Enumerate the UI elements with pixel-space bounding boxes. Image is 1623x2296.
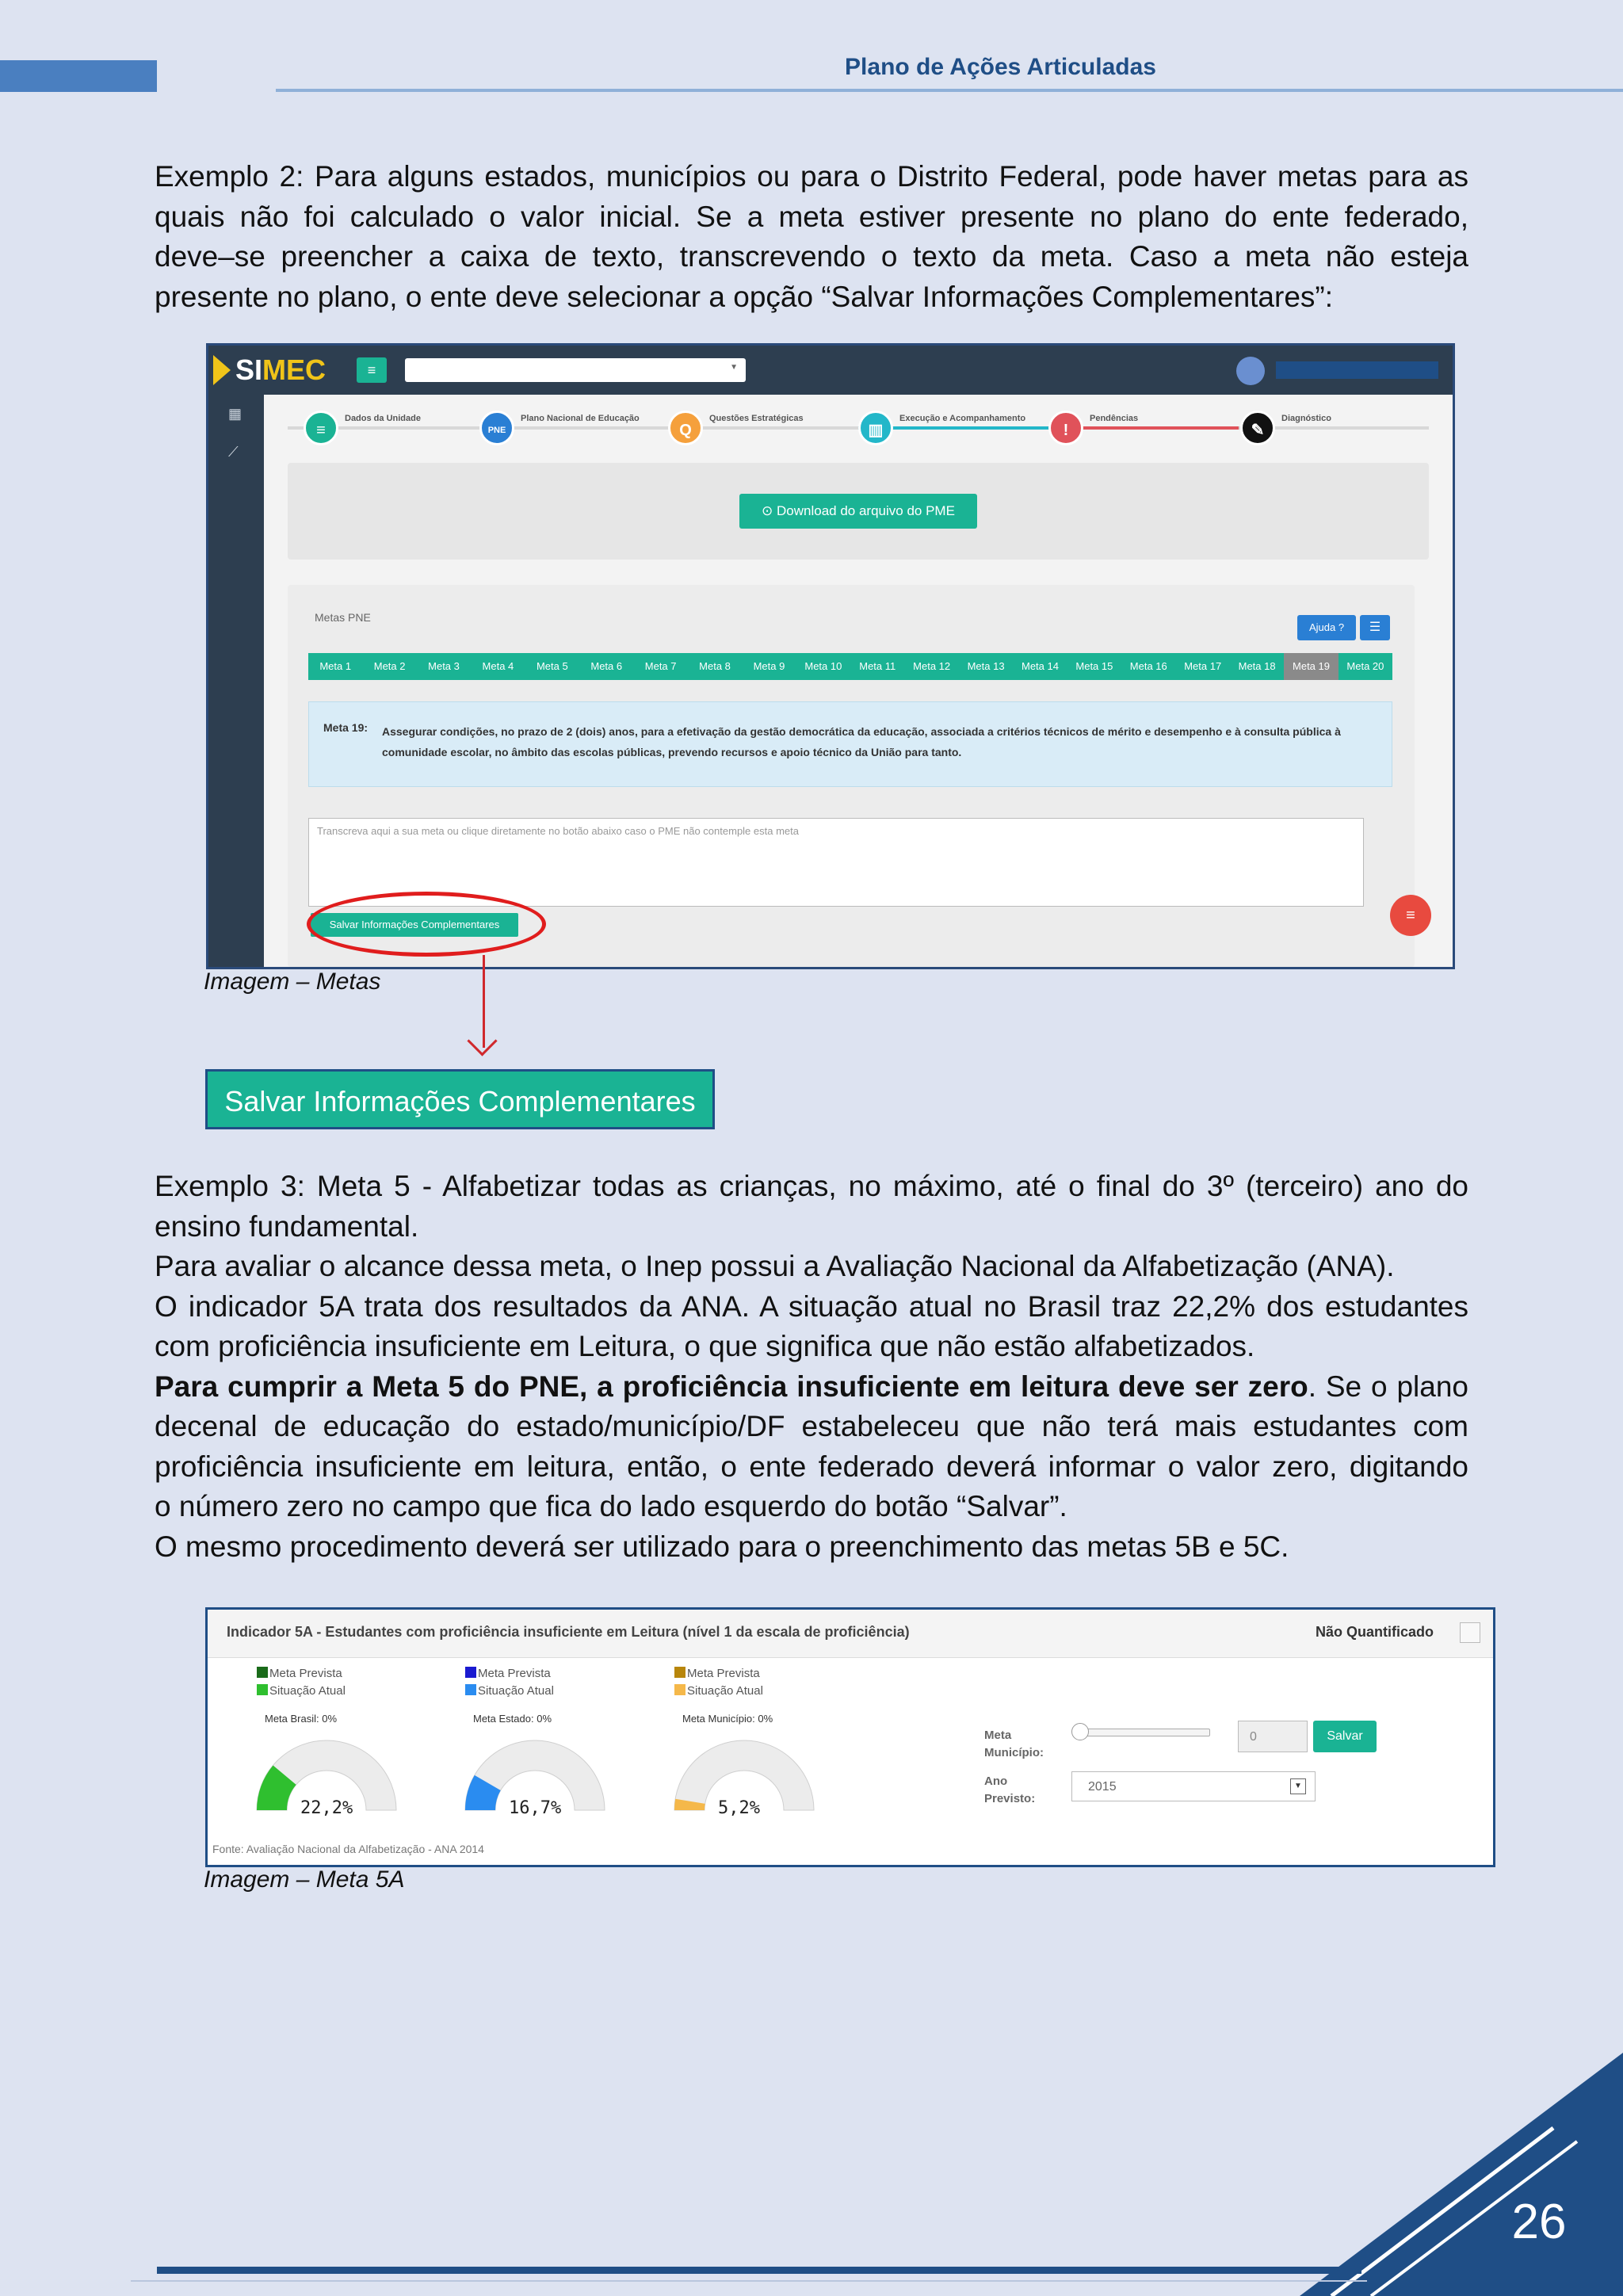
ano-previsto-label [984,1773,1035,1808]
simec-logo-icon [213,355,231,385]
paragraph-line: Exemplo 3: Meta 5 - Alfabetizar todas as crianças, no máximo, até o final do 3º (terceiro) ano do [155,1170,1468,1202]
caption-metas: Imagem – Metas [204,968,381,995]
meta-number: Meta 19: [323,721,369,734]
header-rule [276,89,1623,92]
tab-meta-20[interactable]: Meta 20 [1346,660,1384,672]
corner-decoration [1268,2053,1623,2296]
tab-meta-16[interactable]: Meta 16 [1129,660,1167,672]
logo-accent-text: MEC [262,353,327,386]
tab-meta-6[interactable]: Meta 6 [590,660,623,672]
paragraph-line: proficiência insuficiente em leitura, então, o ente federado deverá informar o valor zero, digitando [155,1450,1468,1483]
menu-icon: ≡ [1406,907,1415,924]
paragraph-line: O mesmo procedimento deverá ser utilizado para o preenchimento das metas 5B e 5C. [155,1530,1289,1563]
tab-meta-15[interactable]: Meta 15 [1075,660,1113,672]
line-chart-icon[interactable]: ⟋ [228,444,239,460]
tab-meta-12[interactable]: Meta 12 [913,660,951,672]
step-label: Diagnóstico [1281,414,1331,423]
legend-situacao-atual [674,1684,763,1698]
legend-label: Meta Prevista [478,1667,551,1680]
edit-icon[interactable]: ✎ [1240,411,1275,445]
arrow-down-icon [467,1026,497,1056]
tab-meta-18[interactable]: Meta 18 [1238,660,1276,672]
tab-meta-13[interactable]: Meta 13 [967,660,1005,672]
user-name-redacted [1276,361,1438,379]
list-icon: ☰ [1369,621,1381,634]
step-label: Dados da Unidade [345,414,421,423]
avatar[interactable] [1236,357,1265,385]
footer-thin-rule [131,2280,1367,2282]
indicator-screenshot [205,1607,1495,1867]
gauge-value-label: 5,2% [718,1798,760,1818]
legend-swatch [257,1667,268,1678]
label-line: Município: [984,1746,1044,1759]
meta-text: Assegurar condições, no prazo de 2 (dois) anos, para a efetivação da gestão democrática da educação, associada a critérios técnicos de mérito e desempenho e à consulta pública à comunidade escolar, no âmbito das escolas públicas, prevendo recursos e apoio técnico da União para tanto. [382,725,1341,758]
gauge-value-label: 22,2% [300,1798,353,1818]
header-accent-block [0,60,157,92]
logo-text: SI [235,353,263,386]
question-icon[interactable]: Q [668,411,703,445]
step-label: Questões Estratégicas [709,414,804,423]
meta-value-input[interactable]: 0 [1238,1721,1308,1752]
paragraph-line: Para avaliar o alcance dessa meta, o Inep possui a Avaliação Nacional da Alfabetização (ANA). [155,1250,1395,1282]
legend-meta-prevista [465,1667,551,1680]
tab-meta-19[interactable]: Meta 19 [1284,653,1338,680]
meta-slider[interactable] [1075,1729,1210,1736]
unit-select[interactable] [405,358,746,382]
bold-statement: Para cumprir a Meta 5 do PNE, a proficiência insuficiente em leitura deve ser zero [155,1370,1308,1403]
label-line: Meta [984,1729,1012,1742]
status-label: Não Quantificado [1316,1624,1434,1640]
gauge-meta-label: Meta Estado: 0% [473,1713,552,1725]
list-button[interactable] [1360,615,1390,640]
paragraph-line: ensino fundamental. [155,1209,419,1243]
header-title: Plano de Ações Articuladas [845,54,1156,80]
footer-rule [157,2267,1361,2274]
download-icon: ⊙ [762,503,777,518]
paragraph-line: presente no plano, o ente deve selecionar a opção “Salvar Informações Complementares”: [155,280,1334,313]
legend-swatch [674,1667,685,1678]
status-checkbox[interactable] [1460,1622,1480,1643]
example3-paragraph [155,1167,1468,1567]
textarea-placeholder: Transcreva aqui a sua meta ou clique diretamente no botão abaixo caso o PME não contemple esta meta [317,825,799,837]
metas-title: Metas PNE [315,611,371,624]
highlight-oval [307,892,546,957]
legend-meta-prevista [257,1667,342,1680]
floating-menu-button[interactable] [1390,895,1431,936]
tab-meta-7[interactable]: Meta 7 [644,660,677,672]
paragraph-line: deve–se preencher a caixa de texto, transcrevendo o texto da meta. Caso a meta não esteja [155,240,1468,273]
chevron-down-icon: ▼ [730,363,738,372]
legend-situacao-atual [257,1684,346,1698]
dashboard-icon[interactable]: ▦ [228,406,242,422]
help-button[interactable]: Ajuda ? [1297,615,1356,640]
tab-meta-5[interactable]: Meta 5 [536,660,568,672]
page-number: 26 [1511,2195,1567,2249]
paragraph-line: o número zero no campo que fica do lado esquerdo do botão “Salvar”. [155,1490,1067,1522]
gauge-value-label: 16,7% [509,1798,562,1818]
tab-meta-8[interactable]: Meta 8 [699,660,731,672]
source-note: Fonte: Avaliação Nacional da Alfabetização - ANA 2014 [212,1843,484,1855]
label-line: Ano [984,1775,1008,1788]
paragraph-line: com proficiência insuficiente em Leitura, o que significa que não estão alfabetizados. [155,1330,1255,1362]
tab-meta-1[interactable]: Meta 1 [319,660,352,672]
legend-label: Meta Prevista [687,1667,760,1680]
legend-label: Meta Prevista [269,1667,342,1680]
indicator-title: Indicador 5A - Estudantes com proficiência insuficiente em Leitura (nível 1 da escala de proficiência) [227,1624,910,1640]
slider-knob[interactable] [1071,1723,1089,1740]
tab-meta-10[interactable]: Meta 10 [804,660,842,672]
simec-logo [235,353,326,387]
legend-label: Situação Atual [269,1684,346,1698]
tab-meta-17[interactable]: Meta 17 [1184,660,1222,672]
step-label: Execução e Acompanhamento [899,414,1026,423]
label-line: Previsto: [984,1792,1036,1805]
document-icon[interactable]: ≡ [304,411,338,445]
tab-meta-14[interactable]: Meta 14 [1021,660,1059,672]
tab-meta-9[interactable]: Meta 9 [753,660,785,672]
gauge-meta-label: Meta Município: 0% [682,1713,773,1725]
sidebar [208,395,264,967]
legend-label: Situação Atual [478,1684,554,1698]
zoomed-save-button[interactable]: Salvar Informações Complementares [205,1069,715,1129]
simec-screenshot [206,343,1455,969]
download-pme-button[interactable] [739,494,977,529]
menu-toggle-button[interactable] [357,357,387,383]
tab-meta-11[interactable]: Meta 11 [859,660,896,672]
legend-swatch [465,1684,476,1695]
chevron-down-icon[interactable]: ▼ [1290,1778,1306,1794]
paragraph-line: O indicador 5A trata dos resultados da ANA. A situação atual no Brasil traz 22,2% dos estudantes [155,1289,1468,1323]
paragraph-line: quais não foi calculado o valor inicial. Se a meta estiver presente no plano do ente federado, [155,200,1468,233]
paragraph-line: Exemplo 2: Para alguns estados, municípios ou para o Distrito Federal, pode haver metas para as [155,160,1468,193]
legend-swatch [257,1684,268,1695]
meta-tabs [308,653,1392,680]
legend-label: Situação Atual [687,1684,763,1698]
pne-pin-icon[interactable]: PNE [479,411,514,445]
year-select[interactable]: 2015 [1071,1771,1316,1801]
paragraph-line: decenal de educação do estado/município/DF estabeleceu que não terá mais estudantes com [155,1410,1468,1442]
save-button[interactable]: Salvar [1313,1721,1377,1752]
legend-swatch [674,1684,685,1695]
example2-paragraph [155,157,1468,317]
caption-meta5a: Imagem – Meta 5A [204,1866,405,1893]
chart-icon[interactable]: ▥ [858,411,893,445]
paragraph-line-rest: . Se o plano [1308,1370,1468,1403]
tab-meta-4[interactable]: Meta 4 [482,660,514,672]
download-pme-label: Download do arquivo do PME [777,503,955,518]
step-label: Pendências [1090,414,1139,423]
meta-description-box [308,701,1392,787]
step-label: Plano Nacional de Educação [521,414,640,423]
legend-situacao-atual [465,1684,554,1698]
warning-icon[interactable]: ! [1048,411,1083,445]
tab-meta-3[interactable]: Meta 3 [428,660,460,672]
save-complementary-button[interactable]: Salvar Informações Complementares [311,913,518,937]
gauge-meta-label: Meta Brasil: 0% [265,1713,338,1725]
corner-triangle [1300,2053,1623,2296]
tab-meta-2[interactable]: Meta 2 [373,660,406,672]
meta-municipio-label [984,1727,1044,1762]
legend-meta-prevista [674,1667,760,1680]
legend-swatch [465,1667,476,1678]
paragraph-line [155,1367,1468,1408]
hamburger-icon: ≡ [367,362,376,378]
simec-topbar [208,346,1453,395]
